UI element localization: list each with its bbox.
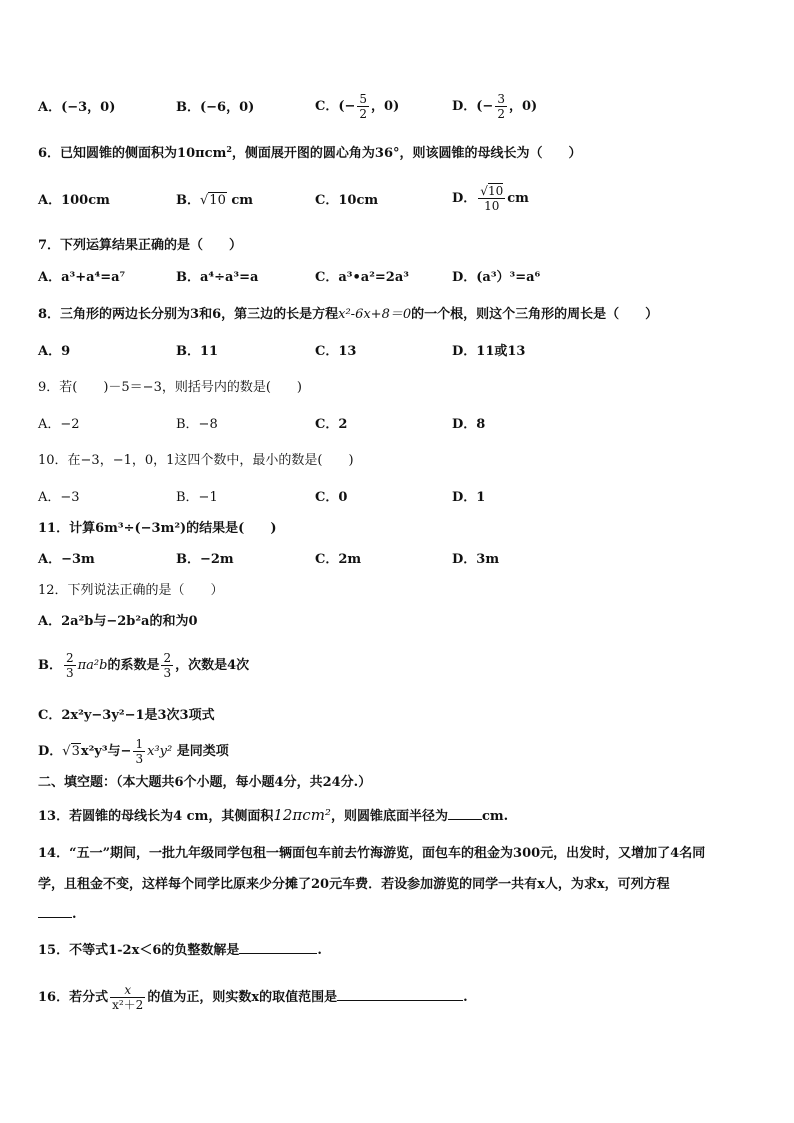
q15: 15．不等式1-2x＜6的负整数解是 .	[38, 943, 322, 958]
q10-option-c: C．0	[315, 490, 348, 505]
q12-option-a: A．2a²b与−2b²a的和为0	[38, 614, 198, 629]
q5-option-b: B．(−6，0)	[176, 100, 255, 115]
q11-option-c: C．2m	[315, 552, 362, 567]
q14-line2: 学，且租金不变，这样每个同学比原来少分摊了20元车费．若设参加游览的同学一共有x人，为求x，可列方程	[38, 877, 670, 892]
sqrt: √3	[62, 744, 80, 759]
q5-option-a: A．(−3，0)	[38, 100, 116, 115]
q8-stem: 8．三角形的两边长分别为3和6，第三边的长是方程x²-6x+8＝0的一个根，则这个三角形的周长是（ ）	[38, 307, 659, 322]
q6-option-b: B．√10 cm	[176, 193, 254, 208]
q14-line3: .	[38, 906, 77, 924]
q7-option-b: B．a⁴÷a³=a	[176, 270, 259, 285]
q9-option-a: A．−2	[38, 417, 80, 432]
fraction: $\frac{√10}{10}$	[480, 184, 504, 213]
fraction: $\frac{3}{2}$	[497, 92, 505, 121]
q12-option-b: B． $\frac{2}{3}$ πa²b的系数是 $\frac{2}{3}$ ，次数是4次	[38, 651, 250, 680]
fraction: $\frac{2}{3}$	[163, 651, 172, 680]
answer-blank	[448, 819, 482, 820]
q11-stem: 11．计算6m³÷(−3m²)的结果是( )	[38, 521, 277, 536]
q8-option-b: B．11	[176, 344, 219, 359]
q7-option-a: A．a³+a⁴=a⁷	[38, 270, 126, 285]
q6-stem: 6．已知圆锥的侧面积为10πcm$^2$，侧面展开图的圆心角为36°，则该圆锥的母线长为（ ）	[38, 144, 582, 161]
q6-option-a: A．100cm	[38, 193, 110, 208]
q8-option-d: D．11或13	[452, 344, 526, 359]
q12-stem: 12．下列说法正确的是（ ）	[38, 583, 224, 598]
q7-stem: 7．下列运算结果正确的是（ ）	[38, 238, 243, 253]
q6-option-d: D． $\frac{√10}{10}$ cm	[452, 184, 529, 213]
q12-option-d: D．√3x²y³与− $\frac{1}{3}$ x³y² 是同类项	[38, 737, 229, 766]
q7-option-c: C．a³•a²=2a³	[315, 270, 409, 285]
fraction: $\frac{1}{3}$	[135, 737, 144, 766]
fraction: $\frac{2}{3}$	[66, 651, 74, 680]
answer-blank	[38, 917, 72, 918]
q9-stem: 9．若( )－5＝−3，则括号内的数是( )	[38, 380, 302, 395]
q9-option-d: D．8	[452, 417, 486, 432]
q6-option-c: C．10cm	[315, 193, 379, 208]
q10-option-b: B．−1	[176, 490, 218, 505]
fraction: $\frac{x}{\text{x²＋2}}$	[112, 983, 144, 1012]
q9-option-b: B．−8	[176, 417, 218, 432]
q9-option-c: C．2	[315, 417, 348, 432]
q14-line1: 14．“五一”期间，一批九年级同学包租一辆面包车前去竹海游览，面包车的租金为300元，出发时，又增加了4名同	[38, 846, 706, 861]
answer-blank	[239, 953, 317, 954]
q11-option-d: D．3m	[452, 552, 500, 567]
q16: 16．若分式 $\frac{x}{\text{x²＋2}}$ 的值为正，则实数x的取值范围是 .	[38, 983, 468, 1012]
q11-option-b: B．−2m	[176, 552, 234, 567]
q11-option-a: A．−3m	[38, 552, 95, 567]
sqrt: √10	[200, 193, 226, 208]
section-heading: 二、填空题：（本大题共6个小题，每小题4分，共24分.）	[38, 775, 372, 790]
fraction: $\frac{5}{2}$	[359, 92, 368, 121]
q12-option-c: C．2x²y−3y²−1是3次3项式	[38, 708, 215, 723]
q5-option-d: D．(− $\frac{3}{2}$ ，0)	[452, 92, 538, 121]
q8-option-c: C．13	[315, 344, 357, 359]
q8-option-a: A．9	[38, 344, 71, 359]
q10-option-a: A．−3	[38, 490, 80, 505]
q10-option-d: D．1	[452, 490, 486, 505]
q13: 13．若圆锥的母线长为4 cm，其侧面积12πcm²，则圆锥底面半径为 cm.	[38, 806, 509, 824]
answer-blank	[337, 1000, 463, 1001]
q7-option-d: D．(a³）³=a⁶	[452, 270, 541, 285]
q5-option-c: C．(− $\frac{5}{2}$ ，0)	[315, 92, 400, 121]
q10-stem: 10．在−3，−1，0，1这四个数中，最小的数是( )	[38, 453, 354, 468]
